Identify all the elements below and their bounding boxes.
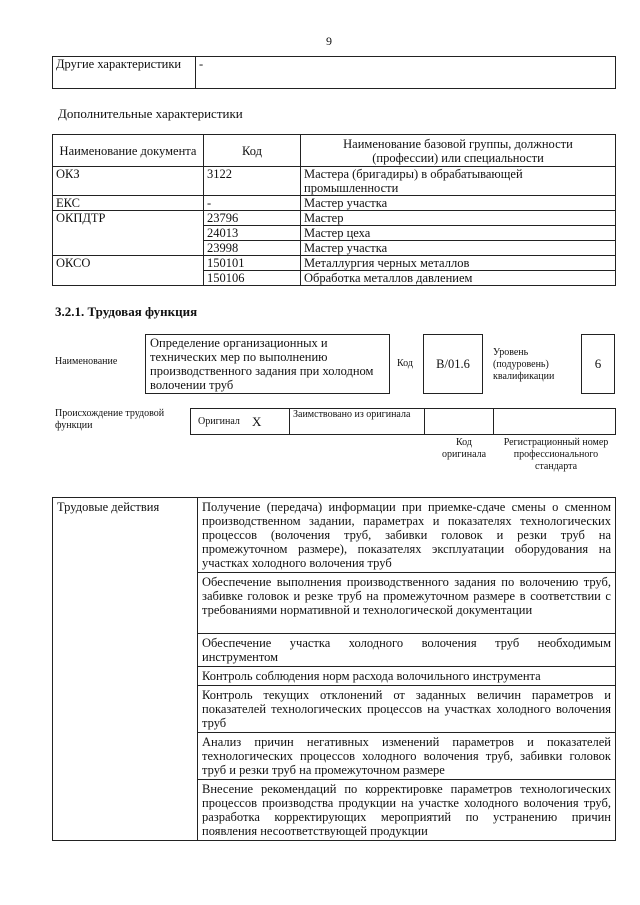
row-doc: ЕКС — [53, 196, 204, 211]
function-code-value: В/01.6 — [436, 356, 470, 371]
registration-number-cell — [494, 409, 616, 435]
labor-action-item: Анализ причин негативных изменений параметров и показателей технологических процессов холодного волочения труб, забивки головок труб и резки труб на промежуточном размере — [198, 733, 616, 780]
origin-label: Происхождение трудовой функции — [55, 408, 165, 431]
row-name: Мастера (бригадиры) в обрабатывающей промышленности — [301, 167, 616, 196]
origin-table — [190, 408, 616, 435]
row-doc: ОКПДТР — [53, 211, 204, 256]
labor-action-item: Получение (передача) информации при приемке-сдаче смены о сменном производственном задании, параметрах и показателях технологических процессов (волочения труб, забивки головок и резки труб на промежуточном размере), показателях эксплуатации оборудования на участках холодного волочения труб — [198, 498, 616, 573]
row-code: 23998 — [204, 241, 301, 256]
row-name: Металлургия черных металлов — [301, 256, 616, 271]
additional-heading: Дополнительные характеристики — [58, 106, 243, 121]
header-document: Наименование документа — [53, 135, 204, 167]
header-name: Наименование базовой группы, должности (профессии) или специальности — [301, 135, 616, 167]
qualification-level-label: Уровень (подуровень) квалификации — [493, 347, 555, 382]
row-name: Мастер цеха — [301, 226, 616, 241]
function-heading: 3.2.1. Трудовая функция — [55, 304, 198, 319]
original-mark: X — [249, 409, 290, 435]
labor-action-item: Обеспечение участка холодного волочения труб необходимым инструментом — [198, 634, 616, 667]
function-code-box — [423, 334, 483, 394]
header-code: Код — [204, 135, 301, 167]
row-code: - — [204, 196, 301, 211]
other-characteristics-label: Другие характеристики — [53, 57, 196, 89]
row-name: Мастер участка — [301, 241, 616, 256]
function-name-value: Определение организационных и технических мер по выполнению производственного задания при холодном волочении труб — [150, 336, 374, 392]
registration-caption: Регистрационный номер профессионального стандарта — [503, 437, 609, 472]
original-label: Оригинал — [191, 409, 250, 435]
labor-action-item: Контроль соблюдения норм расхода волочильного инструмента — [198, 667, 616, 686]
original-code-cell — [425, 409, 494, 435]
other-characteristics-table — [52, 56, 616, 89]
labor-actions-label: Трудовые действия — [53, 498, 198, 841]
row-name: Обработка металлов давлением — [301, 271, 616, 286]
function-code-label: Код — [397, 358, 413, 369]
function-name-label: Наименование — [55, 356, 118, 367]
borrowed-label: Заимствовано из оригинала — [290, 409, 425, 435]
function-name-box — [145, 334, 390, 394]
other-characteristics-value: - — [196, 57, 616, 89]
page-number: 9 — [326, 34, 332, 48]
row-code: 3122 — [204, 167, 301, 196]
code-caption: Код оригинала — [441, 437, 487, 460]
qualification-level-value: 6 — [594, 356, 602, 371]
labor-actions-table — [52, 497, 616, 841]
labor-action-item: Обеспечение выполнения производственного задания по волочению труб, забивке головок и резке труб на промежуточном размере в соответствии с требованиями нормативной и технологической документации — [198, 573, 616, 634]
labor-action-item: Внесение рекомендаций по корректировке параметров технологических процессов производства продукции на участке холодного волочения труб, разработка корректирующих мероприятий по устранению причин появления несоответствующей продукции — [198, 780, 616, 841]
row-name: Мастер участка — [301, 196, 616, 211]
qualification-level-box — [581, 334, 615, 394]
row-code: 24013 — [204, 226, 301, 241]
row-name: Мастер — [301, 211, 616, 226]
row-code: 23796 — [204, 211, 301, 226]
row-code: 150101 — [204, 256, 301, 271]
row-doc: ОКЗ — [53, 167, 204, 196]
additional-characteristics-table — [52, 134, 616, 286]
labor-action-item: Контроль текущих отклонений от заданных величин параметров и показателей технологических процессов на участках холодного волочения труб — [198, 686, 616, 733]
row-doc: ОКСО — [53, 256, 204, 286]
row-code: 150106 — [204, 271, 301, 286]
